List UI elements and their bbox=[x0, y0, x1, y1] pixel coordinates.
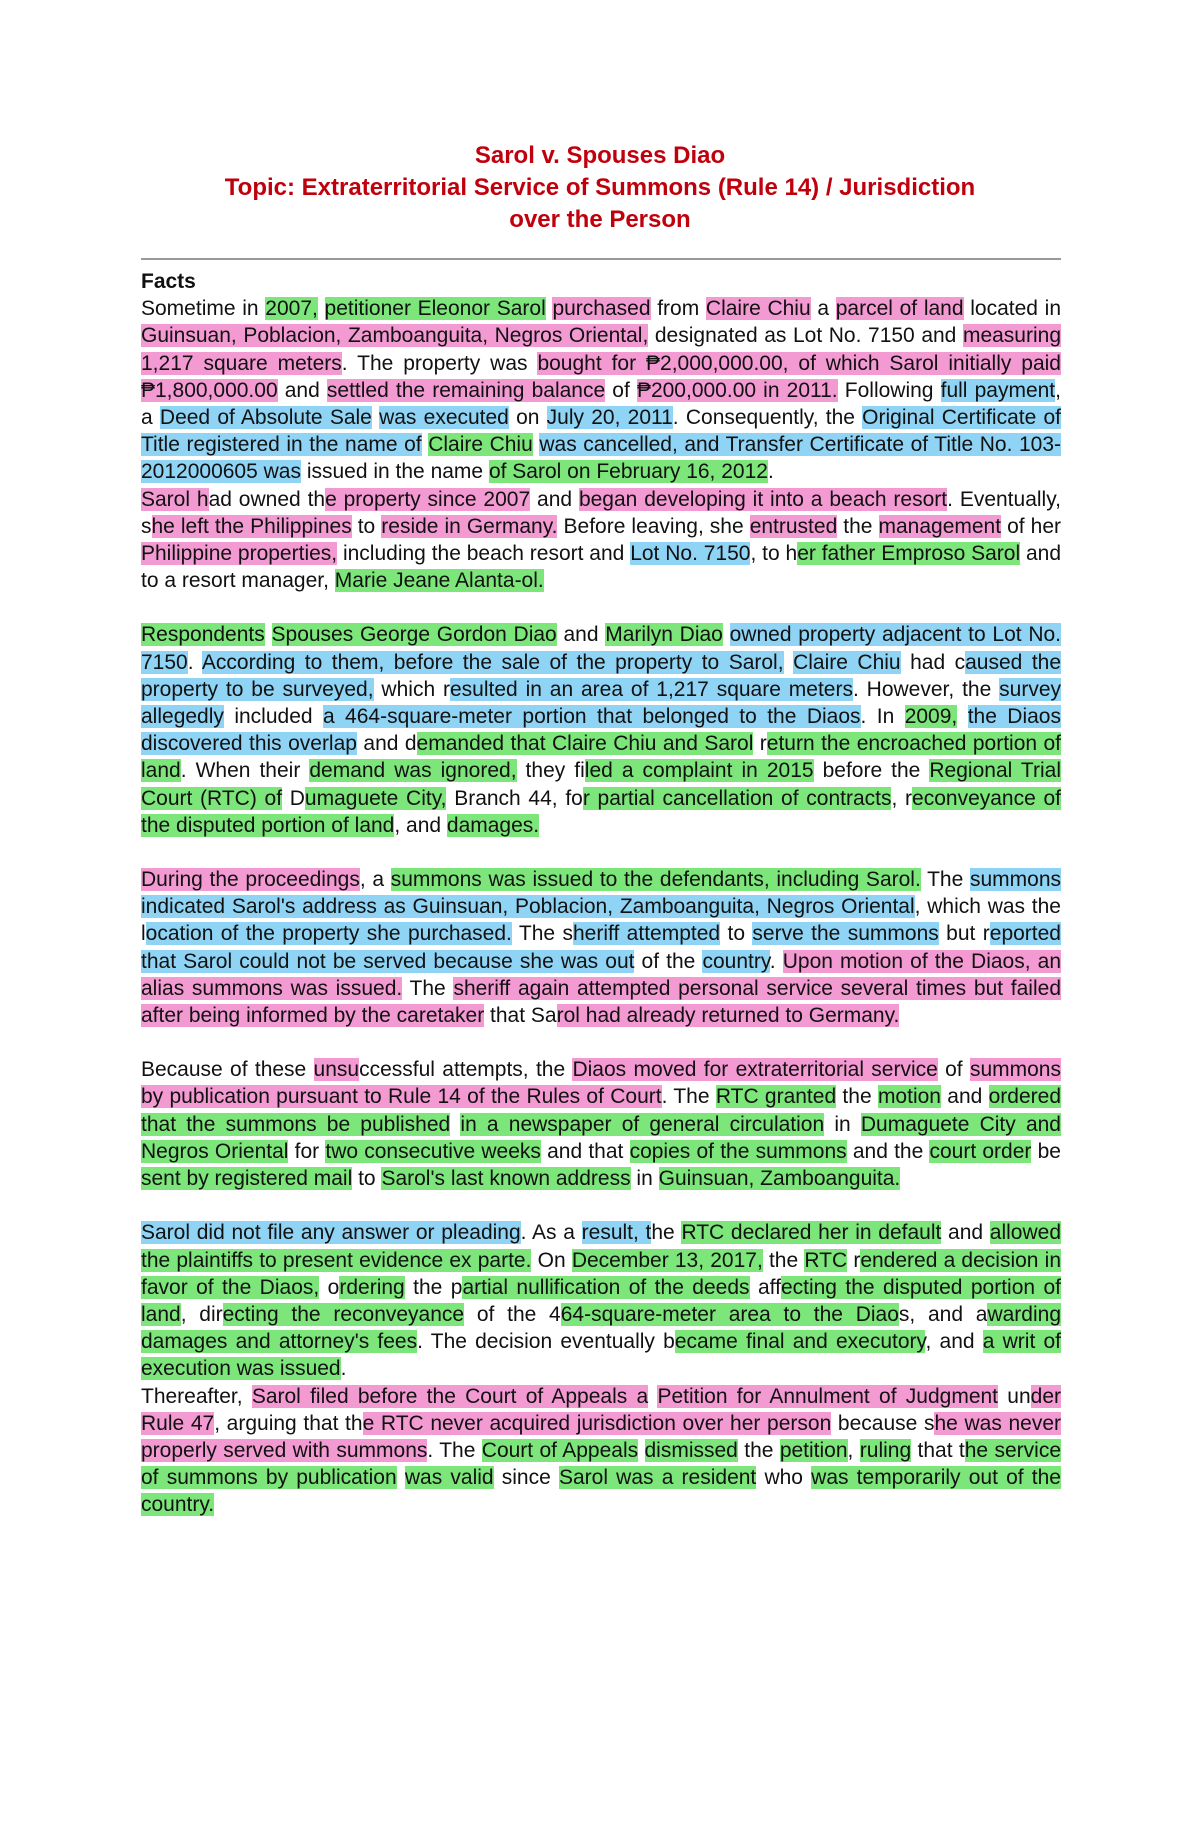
highlighted-text-green: motion bbox=[877, 1085, 941, 1109]
highlighted-text-blue: a 464-square-meter portion that belonged to the Diaos bbox=[322, 705, 861, 729]
highlighted-text-pink: he was never properly served with summons bbox=[141, 1411, 1061, 1462]
paragraph-text: o bbox=[319, 1275, 340, 1299]
paragraph-text: . When their bbox=[180, 759, 310, 783]
paragraph-text: , r bbox=[891, 786, 913, 810]
case-title: Sarol v. Spouses Diao bbox=[474, 142, 726, 169]
paragraph-text bbox=[372, 406, 379, 429]
highlighted-text-green: 64-square-meter area to the Diao bbox=[560, 1302, 899, 1326]
paragraph-text bbox=[638, 1439, 644, 1462]
highlighted-text-green: 2007, bbox=[265, 297, 318, 321]
highlighted-text-green: ecting the reconveyance bbox=[222, 1302, 465, 1326]
highlighted-text-green: was valid bbox=[404, 1466, 494, 1490]
highlighted-text-green: Court of Appeals bbox=[481, 1438, 639, 1462]
highlighted-text-green: Dumaguete City and Negros Oriental bbox=[141, 1112, 1061, 1163]
paragraph-text: the bbox=[837, 514, 879, 538]
paragraph-text: r bbox=[753, 732, 767, 756]
highlighted-text-blue: July 20, 2011 bbox=[546, 406, 673, 430]
facts-heading: Facts bbox=[141, 270, 196, 293]
paragraph-text: . The bbox=[427, 1438, 482, 1462]
highlighted-text-green: court order bbox=[929, 1139, 1032, 1163]
highlighted-text-green: Marilyn Diao bbox=[605, 623, 723, 647]
paragraph-text: who bbox=[756, 1466, 812, 1490]
highlighted-text-green: summons was issued to the defendants, including Sarol. bbox=[390, 868, 921, 892]
highlighted-text-pink: alias summons was issued. bbox=[141, 976, 403, 1000]
paragraph-text: Because of these bbox=[141, 1058, 314, 1082]
paragraph-text: of the 4 bbox=[464, 1302, 561, 1326]
highlighted-text-green: petitioner Eleonor Sarol bbox=[324, 297, 546, 321]
paragraph-text: since bbox=[493, 1466, 559, 1490]
paragraph-text: and to a resort manager, bbox=[141, 542, 1062, 593]
paragraph-text: the p bbox=[404, 1275, 463, 1299]
paragraph-text: and d bbox=[356, 732, 417, 756]
paragraph-text bbox=[450, 1113, 460, 1136]
highlighted-text-green: umaguete City, bbox=[304, 786, 447, 810]
paragraph-text: . The property was bbox=[341, 351, 538, 375]
highlighted-text-blue: serve the summons bbox=[752, 922, 939, 946]
paragraph-text: . bbox=[187, 650, 202, 674]
paragraph-text: from bbox=[650, 297, 706, 321]
paragraph-text: , a bbox=[141, 378, 1061, 430]
paragraph-text: included bbox=[223, 705, 323, 729]
paragraph-text: and bbox=[941, 1221, 990, 1245]
paragraph-text: . However, the bbox=[852, 677, 1000, 701]
paragraph-text: before the bbox=[813, 759, 930, 783]
facts-body bbox=[141, 295, 1061, 1518]
paragraph-text: had c bbox=[900, 650, 966, 674]
highlighted-text-blue: Deed of Absolute Sale bbox=[159, 406, 372, 430]
paragraph-text: , dir bbox=[180, 1302, 223, 1326]
highlighted-text-green: er father Emproso Sarol bbox=[797, 542, 1021, 566]
paragraph-text: because s bbox=[831, 1411, 935, 1435]
highlighted-text-blue: aused the property to be surveyed, bbox=[141, 650, 1062, 701]
title-divider bbox=[141, 258, 1061, 260]
paragraph-text: , arguing that th bbox=[214, 1411, 363, 1435]
highlighted-text-pink: entrusted bbox=[749, 514, 838, 538]
facts-paragraph bbox=[141, 621, 1061, 839]
highlighted-text-blue: result, t bbox=[581, 1221, 652, 1245]
facts-paragraph bbox=[141, 866, 1061, 1029]
paragraph-text: to bbox=[351, 514, 382, 538]
highlighted-text-green: Sarol's last known address bbox=[381, 1167, 631, 1191]
paragraph-text: . In bbox=[860, 705, 905, 729]
highlighted-text-pink: reside in Germany. bbox=[381, 514, 558, 538]
paragraph-text: designated as Lot No. 7150 and bbox=[648, 324, 963, 348]
paragraph-text: he bbox=[651, 1221, 682, 1245]
highlighted-text-green: ruling bbox=[859, 1438, 912, 1462]
highlighted-text-green: two consecutive weeks bbox=[325, 1139, 541, 1163]
highlighted-text-green: petition bbox=[779, 1438, 848, 1462]
paragraph-text: to bbox=[720, 922, 753, 946]
paragraph-text: including the beach resort and bbox=[337, 542, 631, 566]
highlighted-text-green: Regional Trial Court (RTC) of bbox=[141, 759, 1061, 810]
highlighted-text-pink: summons by publication pursuant to Rule 14 of the Rules of Court bbox=[141, 1058, 1061, 1109]
paragraph-text: Before leaving, she bbox=[557, 514, 750, 538]
highlighted-text-green: RTC granted bbox=[715, 1085, 837, 1109]
paragraph-text: ccessful attempts, the bbox=[359, 1058, 573, 1082]
paragraph-text: a bbox=[810, 297, 836, 321]
paragraph-text: r bbox=[847, 1248, 861, 1272]
paragraph-text: D bbox=[282, 786, 305, 810]
highlighted-text-green: 2009, bbox=[904, 705, 958, 729]
paragraph-text: aff bbox=[749, 1275, 781, 1299]
highlighted-text-pink: Sarol h bbox=[141, 487, 209, 511]
highlighted-text-pink: began developing it into a beach resort bbox=[578, 487, 948, 511]
highlighted-text-pink: rol had already returned to Germany. bbox=[556, 1004, 900, 1028]
topic-line: Topic: Extraterritorial Service of Summons (Rule 14) / Jurisdiction bbox=[224, 174, 976, 201]
highlighted-text-blue: survey allegedly bbox=[141, 677, 1061, 729]
highlighted-text-pink: Sarol filed before the Court of Appeals a bbox=[251, 1384, 649, 1408]
highlighted-text-pink: measuring 1,217 square meters bbox=[141, 324, 1062, 375]
topic-line-continued: over the Person bbox=[509, 206, 691, 233]
paragraph-text: in bbox=[630, 1167, 659, 1191]
paragraph-text: located in bbox=[963, 297, 1062, 321]
highlighted-text-green: of Sarol on February 16, 2012 bbox=[488, 460, 768, 484]
highlighted-text-green: r partial cancellation of contracts bbox=[582, 786, 892, 810]
paragraph-text: . bbox=[769, 949, 783, 973]
paragraph-text: . As a bbox=[520, 1221, 582, 1245]
highlighted-text-blue: Claire Chiu bbox=[793, 650, 901, 674]
paragraph-text: be bbox=[1031, 1139, 1061, 1163]
paragraph-text: and bbox=[556, 623, 606, 647]
highlighted-text-green: was temporarily out of the country. bbox=[141, 1466, 1061, 1517]
paragraph-text: , which was the l bbox=[141, 895, 1061, 946]
paragraph-text: Thereafter, bbox=[141, 1384, 252, 1408]
paragraph-text: , and bbox=[925, 1330, 983, 1354]
paragraph-text: the bbox=[836, 1085, 878, 1109]
paragraph-text: to bbox=[352, 1167, 382, 1191]
highlighted-text-blue: Original Certificate of Title registered in the name of bbox=[141, 406, 1062, 457]
paragraph-text: that t bbox=[911, 1438, 965, 1462]
paragraph-text: they fi bbox=[516, 759, 585, 783]
highlighted-text-blue: According to them, before the sale of the property to Sarol, bbox=[201, 650, 784, 674]
highlighted-text-green: Respondents bbox=[141, 623, 265, 647]
highlighted-text-pink: Guinsuan, Poblacion, Zamboanguita, Negros Oriental, bbox=[141, 324, 649, 348]
highlighted-text-blue: country bbox=[702, 949, 770, 973]
highlighted-text-green: Marie Jeane Alanta-ol. bbox=[334, 569, 544, 593]
highlighted-text-pink: e RTC never acquired jurisdiction over her person bbox=[362, 1411, 832, 1435]
highlighted-text-pink: der Rule 47 bbox=[141, 1384, 1061, 1435]
highlighted-text-pink: ₱200,000.00 in 2011. bbox=[636, 378, 838, 402]
highlighted-text-pink: parcel of land bbox=[835, 297, 964, 321]
highlighted-text-green: Spouses George Gordon Diao bbox=[271, 623, 557, 647]
paragraph-text: s, and a bbox=[898, 1302, 988, 1326]
paragraph-text: . The decision eventually b bbox=[417, 1330, 675, 1354]
highlighted-text-pink: Upon motion of the Diaos, an bbox=[782, 949, 1062, 973]
highlighted-text-green: RTC declared her in default bbox=[681, 1221, 942, 1245]
highlighted-text-green: econveyance of the disputed portion of land bbox=[141, 786, 1062, 837]
paragraph-text: The s bbox=[511, 922, 573, 946]
paragraph-text: . Eventually, s bbox=[141, 487, 1061, 538]
facts-paragraph bbox=[141, 295, 1061, 485]
paragraph-text: that Sa bbox=[484, 1004, 557, 1028]
paragraph-text bbox=[265, 623, 272, 646]
highlighted-text-green: Sarol was a resident bbox=[558, 1466, 757, 1490]
highlighted-text-pink: purchased bbox=[552, 297, 651, 321]
highlighted-text-green: a writ of execution was issued bbox=[141, 1330, 1061, 1381]
paragraph-text: Branch 44, fo bbox=[446, 786, 583, 810]
paragraph-text bbox=[957, 705, 967, 728]
facts-paragraph bbox=[141, 1056, 1061, 1192]
highlighted-text-green: rdering bbox=[339, 1275, 405, 1299]
highlighted-text-blue: heriff attempted bbox=[572, 922, 721, 946]
paragraph-text: , a bbox=[359, 868, 391, 892]
paragraph-text bbox=[723, 623, 730, 646]
highlighted-text-blue: ocation of the property she purchased. bbox=[145, 922, 512, 946]
highlighted-text-pink: management bbox=[878, 514, 1002, 538]
highlighted-text-pink: sheriff again attempted personal service several times but failed after being informed by the caretaker bbox=[141, 976, 1061, 1028]
paragraph-text: ad owned th bbox=[208, 487, 326, 511]
highlighted-text-green: allowed the plaintiffs to present evidence ex parte. bbox=[141, 1221, 1062, 1272]
paragraph-text bbox=[397, 1466, 405, 1489]
highlighted-text-green: damages. bbox=[446, 813, 540, 837]
paragraph-text: of her bbox=[1001, 514, 1061, 538]
paragraph-text bbox=[784, 651, 794, 674]
highlighted-text-green: dismissed bbox=[644, 1438, 738, 1462]
highlighted-text-green: in a newspaper of general circulation bbox=[460, 1112, 825, 1136]
highlighted-text-green: copies of the summons bbox=[629, 1139, 847, 1163]
highlighted-text-pink: settled the remaining balance bbox=[326, 378, 606, 402]
highlighted-text-blue: summons indicated Sarol's address as Guinsuan, Poblacion, Zamboanguita, Negros Oriental bbox=[141, 868, 1061, 919]
highlighted-text-green: ecting the disputed portion of land bbox=[141, 1275, 1062, 1326]
paragraph-text bbox=[318, 297, 325, 320]
paragraph-text: Sometime in bbox=[141, 297, 266, 321]
highlighted-text-blue: esulted in an area of 1,217 square meters bbox=[449, 677, 853, 701]
highlighted-text-green: December 13, 2017, bbox=[571, 1248, 763, 1272]
highlighted-text-pink: bought for ₱2,000,000.00, of which Sarol initially paid ₱1,800,000.00 bbox=[141, 351, 1061, 402]
highlighted-text-blue: the Diaos discovered this overlap bbox=[141, 705, 1061, 756]
highlighted-text-pink: he left the Philippines bbox=[151, 514, 352, 538]
paragraph-text: which r bbox=[373, 677, 450, 701]
facts-paragraph bbox=[141, 486, 1061, 595]
highlighted-text-blue: was executed bbox=[379, 406, 509, 430]
highlighted-text-green: Guinsuan, Zamboanguita. bbox=[658, 1167, 901, 1191]
highlighted-text-green: ordered that the summons be published bbox=[141, 1085, 1061, 1136]
highlighted-text-blue: owned property adjacent to Lot No. 7150 bbox=[141, 623, 1061, 674]
highlighted-text-green: emanded that Claire Chiu and Sarol bbox=[416, 732, 754, 756]
paragraph-text: The bbox=[920, 868, 970, 892]
highlighted-text-green: endered a decision in favor of the Diaos, bbox=[141, 1248, 1062, 1299]
highlighted-text-pink: unsu bbox=[313, 1058, 360, 1082]
paragraph-text: and the bbox=[846, 1139, 930, 1163]
highlighted-text-pink: Diaos moved for extraterritorial service bbox=[572, 1058, 938, 1082]
paragraph-text: The bbox=[402, 976, 454, 1000]
highlighted-text-green: ecame final and executory bbox=[674, 1330, 926, 1354]
paragraph-text: and bbox=[530, 487, 579, 511]
paragraph-text: On bbox=[531, 1248, 572, 1272]
highlighted-text-green: eturn the encroached portion of land bbox=[141, 732, 1062, 783]
highlighted-text-blue: full payment bbox=[940, 378, 1056, 402]
highlighted-text-blue: was cancelled, and Transfer Certificate of Title No. 103-2012000605 was bbox=[141, 433, 1062, 484]
paragraph-text: and bbox=[940, 1085, 989, 1109]
highlighted-text-green: led a complaint in 2015 bbox=[584, 759, 814, 783]
paragraph-text: of bbox=[605, 378, 637, 402]
paragraph-text: , to h bbox=[750, 542, 798, 566]
facts-paragraph bbox=[141, 1219, 1061, 1382]
highlighted-text-green: RTC bbox=[804, 1248, 848, 1272]
highlighted-text-pink: Petition for Annulment of Judgment bbox=[657, 1384, 999, 1408]
highlighted-text-blue: eported that Sarol could not be served because she was out bbox=[141, 922, 1061, 973]
paragraph-text: . bbox=[767, 460, 774, 484]
paragraph-text: in bbox=[824, 1112, 861, 1136]
paragraph-text: . Consequently, the bbox=[672, 406, 863, 430]
highlighted-text-green: warding damages and attorney's fees bbox=[141, 1302, 1061, 1354]
paragraph-text: and bbox=[277, 378, 327, 402]
highlighted-text-blue: Sarol did not file any answer or pleading bbox=[141, 1221, 521, 1245]
highlighted-text-pink: During the proceedings bbox=[141, 868, 360, 892]
paragraph-text: . The bbox=[661, 1085, 716, 1109]
paragraph-text: on bbox=[508, 406, 547, 430]
facts-section bbox=[141, 268, 1061, 1519]
paragraph-text: , and bbox=[394, 813, 447, 837]
paragraph-text: for bbox=[288, 1139, 326, 1163]
facts-paragraph bbox=[141, 1383, 1061, 1519]
paragraph-text: un bbox=[998, 1384, 1031, 1408]
paragraph-text: issued in the name bbox=[300, 460, 489, 484]
highlighted-text-pink: e property since 2007 bbox=[325, 487, 531, 511]
case-title-block bbox=[140, 140, 1060, 236]
highlighted-text-green: sent by registered mail bbox=[141, 1167, 353, 1191]
highlighted-text-green: Claire Chiu bbox=[428, 433, 533, 457]
paragraph-text: , bbox=[847, 1438, 860, 1462]
paragraph-text: Following bbox=[837, 378, 941, 402]
paragraph-text: of the bbox=[634, 949, 703, 973]
highlighted-text-pink: Claire Chiu bbox=[705, 297, 811, 321]
highlighted-text-blue: Lot No. 7150 bbox=[630, 542, 751, 566]
paragraph-text: the bbox=[737, 1438, 780, 1462]
highlighted-text-green: demand was ignored, bbox=[309, 759, 517, 783]
paragraph-text: of bbox=[937, 1058, 970, 1082]
paragraph-text: . bbox=[340, 1357, 347, 1381]
paragraph-text: and that bbox=[540, 1139, 630, 1163]
highlighted-text-pink: Philippine properties, bbox=[141, 542, 338, 566]
highlighted-text-green: he service of summons by publication bbox=[141, 1438, 1061, 1490]
paragraph-text: the bbox=[762, 1248, 805, 1272]
paragraph-text: but r bbox=[938, 922, 990, 946]
highlighted-text-green: artial nullification of the deeds bbox=[462, 1275, 750, 1299]
